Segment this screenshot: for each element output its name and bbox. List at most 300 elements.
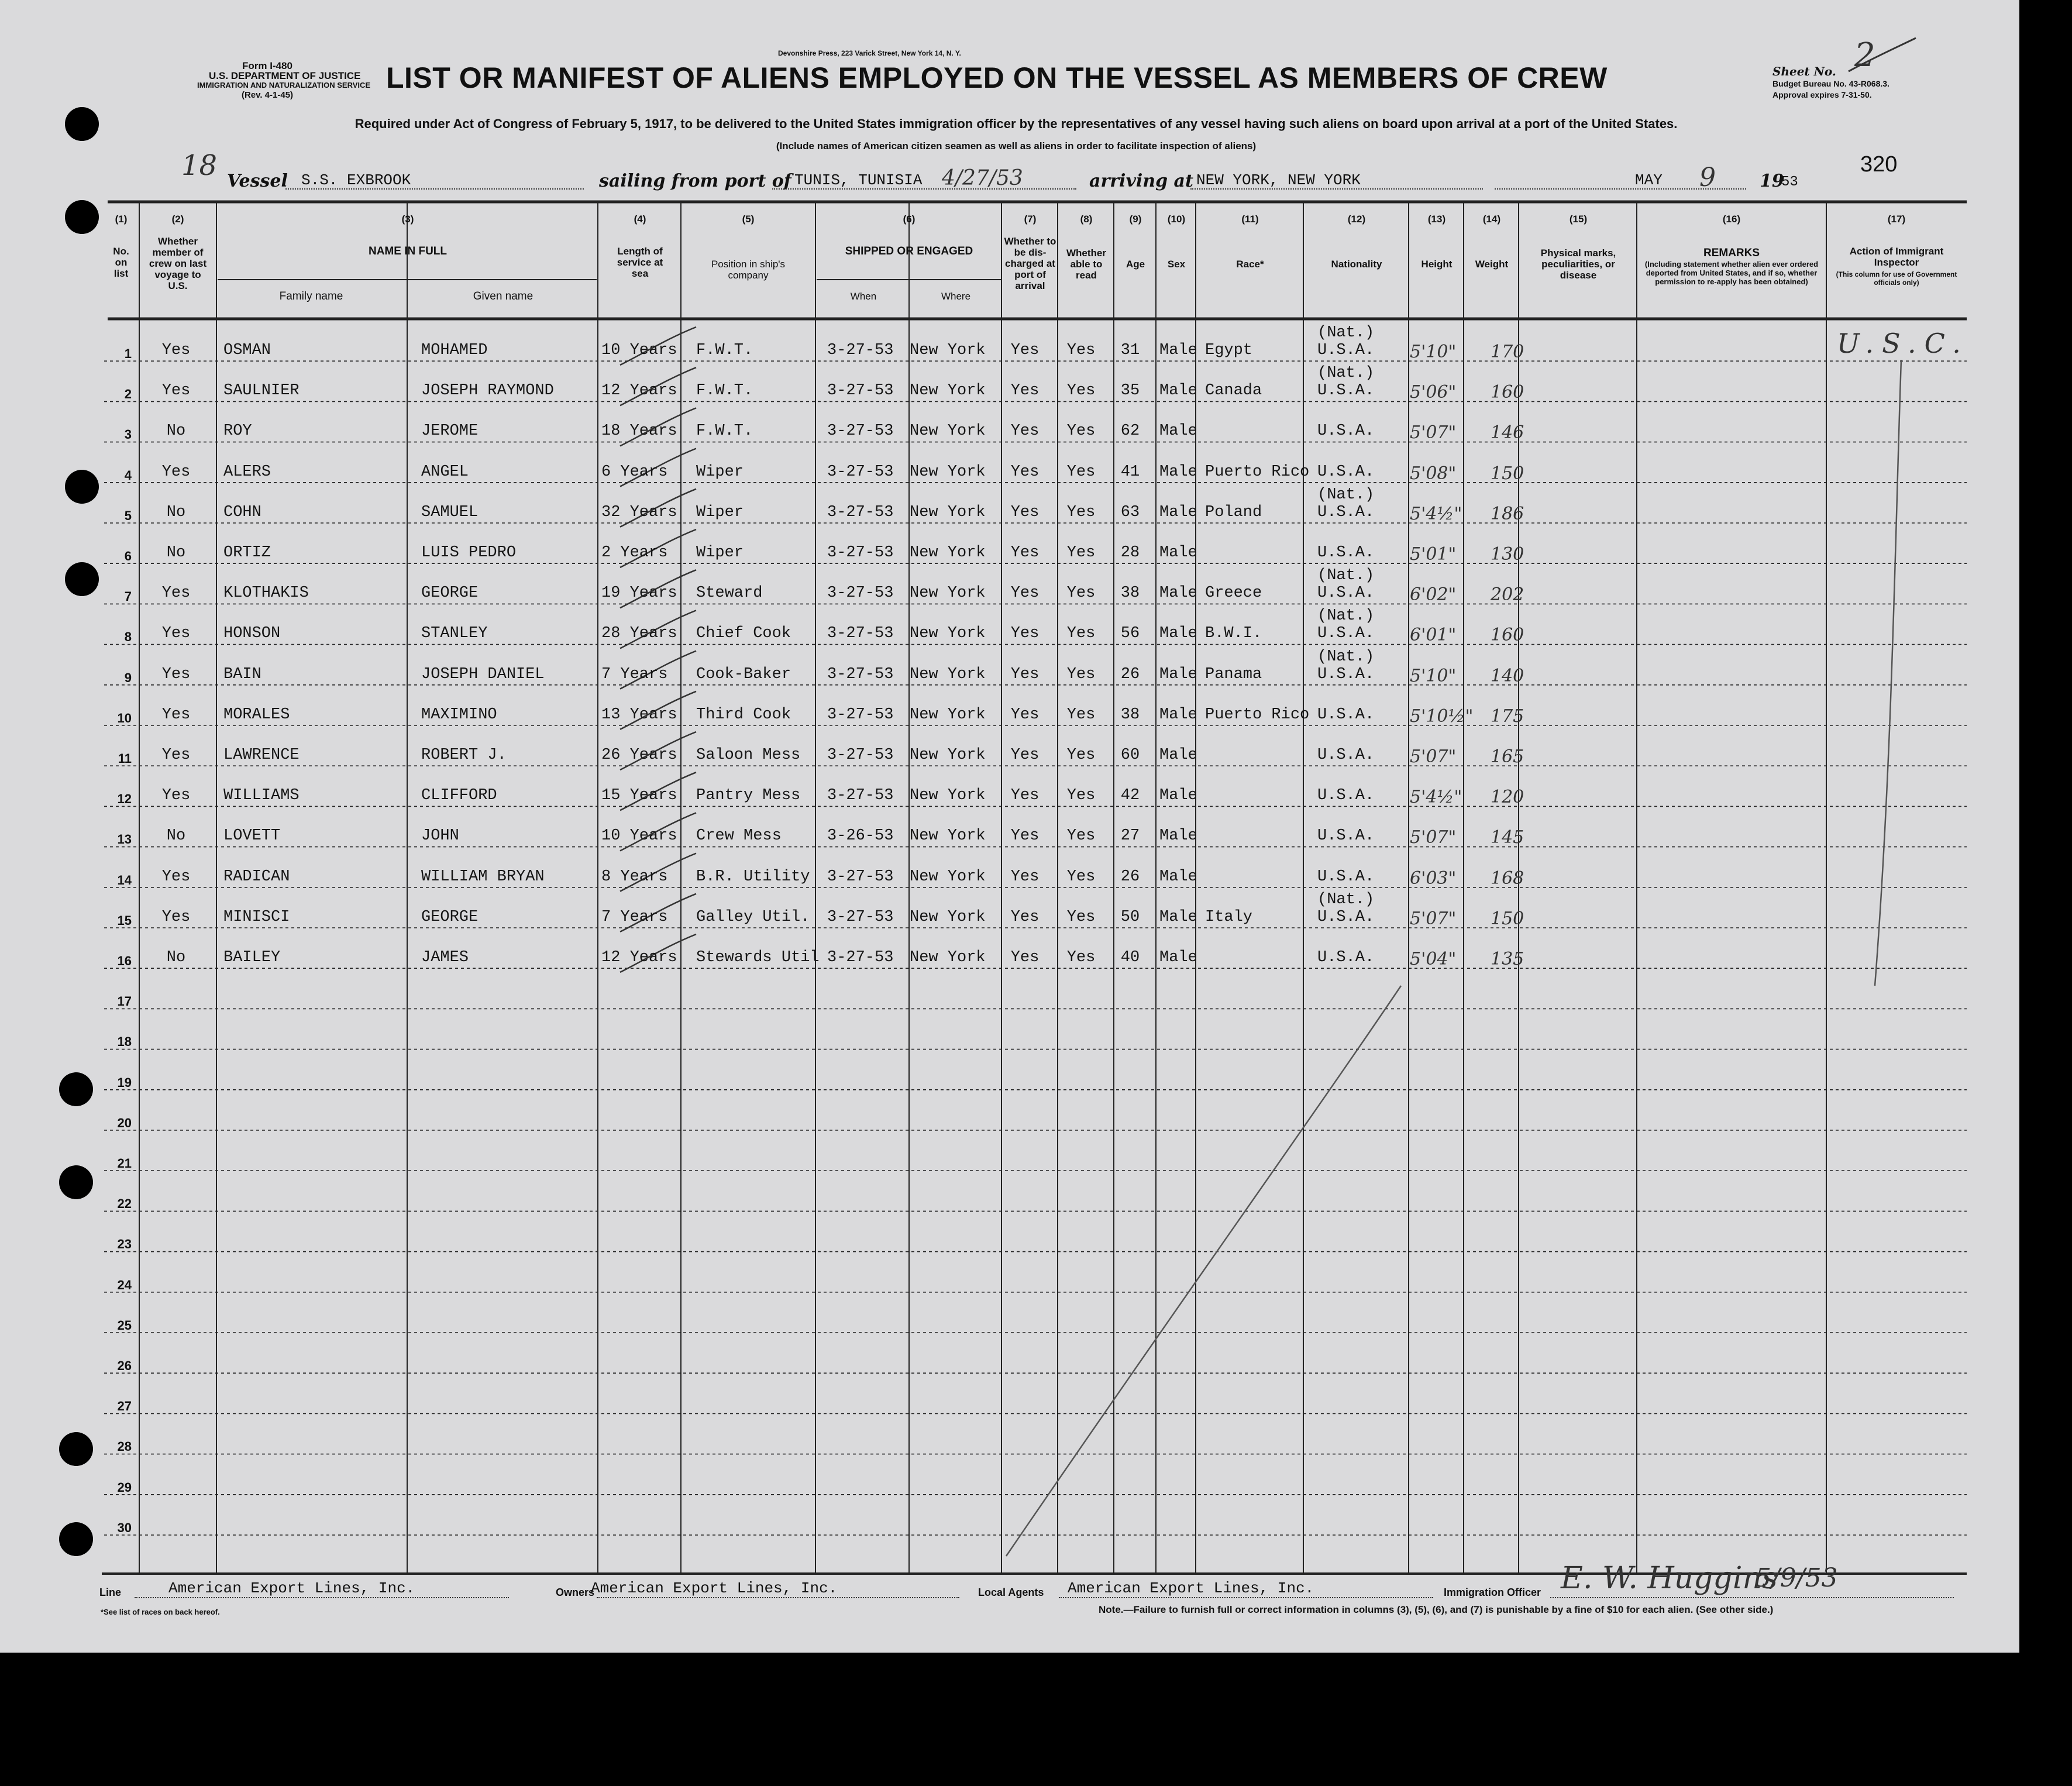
col4-label: Length of service at sea xyxy=(617,246,663,279)
nationality-prefix-cell: (Nat.) xyxy=(1317,324,1375,342)
shipped-where-cell: New York xyxy=(910,746,986,764)
weight-cell: 150 xyxy=(1491,463,1524,484)
service-length-cell: 2 Years xyxy=(601,544,668,562)
weight-cell: 150 xyxy=(1491,908,1524,929)
row-number: 19 xyxy=(117,1075,132,1090)
nationality-prefix-cell: (Nat.) xyxy=(1317,607,1375,625)
shipped-where-cell: New York xyxy=(910,584,986,603)
nationality-cell: U.S.A. xyxy=(1317,544,1375,562)
col7-num: (7) xyxy=(1024,214,1037,225)
col14-num: (14) xyxy=(1482,214,1501,225)
shipped-where-cell: New York xyxy=(910,382,986,400)
shipped-when-cell: 3-27-53 xyxy=(827,382,894,400)
sex-cell: Male xyxy=(1159,625,1197,643)
age-cell: 31 xyxy=(1120,342,1140,359)
col12-label: Nationality xyxy=(1331,259,1382,270)
sailing-date: 4/27/53 xyxy=(942,166,1023,190)
form-revision: (Rev. 4-1-45) xyxy=(241,90,294,100)
vessel-label: Vessel xyxy=(227,171,288,191)
family-name-cell: COHN xyxy=(223,503,261,521)
service-length-cell: 8 Years xyxy=(601,868,668,886)
family-name-cell: MINISCI xyxy=(223,908,290,926)
able-to-read-cell: Yes xyxy=(1066,908,1096,926)
nationality-cell: U.S.A. xyxy=(1317,827,1375,845)
shipped-when-cell: 3-27-53 xyxy=(827,503,894,521)
col14-label: Weight xyxy=(1475,259,1509,270)
service-length-cell: 10 Years xyxy=(601,827,677,845)
position-cell: Pantry Mess xyxy=(696,787,801,805)
arrival-month: MAY xyxy=(1635,171,1663,189)
sex-cell: Male xyxy=(1159,584,1197,603)
position-cell: Wiper xyxy=(696,544,744,562)
family-name-cell: ALERS xyxy=(223,463,271,481)
col9-label: Age xyxy=(1126,259,1145,270)
line-underline xyxy=(135,1597,509,1598)
nationality-cell: U.S.A. xyxy=(1317,422,1375,441)
age-cell: 41 xyxy=(1120,463,1140,481)
discharged-cell: Yes xyxy=(1010,463,1040,481)
service-length-cell: 10 Years xyxy=(601,342,677,359)
crew-member-cell: Yes xyxy=(161,584,191,603)
service-length-cell: 6 Years xyxy=(601,463,668,481)
shipped-where-cell: New York xyxy=(910,625,986,643)
nationality-cell: U.S.A. xyxy=(1317,342,1375,359)
nationality-cell: U.S.A. xyxy=(1317,746,1375,764)
race-cell: Puerto Rico xyxy=(1205,463,1310,481)
sex-cell: Male xyxy=(1159,463,1197,481)
races-note: *See list of races on back hereof. xyxy=(101,1608,220,1616)
shipped-where-cell: New York xyxy=(910,422,986,441)
nationality-cell: U.S.A. xyxy=(1317,868,1375,886)
row-number: 8 xyxy=(124,629,132,645)
col11-label: Race* xyxy=(1236,259,1264,270)
shipped-where-cell: New York xyxy=(910,503,986,521)
weight-cell: 145 xyxy=(1491,827,1524,848)
agents-label: Local Agents xyxy=(978,1587,1044,1598)
row-number: 2 xyxy=(124,387,132,402)
shipped-when-cell: 3-27-53 xyxy=(827,868,894,886)
position-cell: Chief Cook xyxy=(696,625,791,643)
crew-member-cell: Yes xyxy=(161,625,191,643)
weight-cell: 202 xyxy=(1491,584,1524,605)
weight-cell: 140 xyxy=(1491,665,1524,686)
age-cell: 26 xyxy=(1120,665,1140,683)
shipped-when-cell: 3-27-53 xyxy=(827,544,894,562)
row-number: 29 xyxy=(117,1479,132,1495)
family-name-cell: SAULNIER xyxy=(223,382,300,400)
position-cell: Wiper xyxy=(696,503,744,521)
col8-num: (8) xyxy=(1080,214,1093,225)
shipped-when-cell: 3-27-53 xyxy=(827,706,894,724)
race-cell: Greece xyxy=(1205,584,1262,603)
given-name-cell: LUIS PEDRO xyxy=(421,544,517,562)
height-cell: 5'07" xyxy=(1410,908,1457,929)
able-to-read-cell: Yes xyxy=(1066,342,1096,359)
able-to-read-cell: Yes xyxy=(1066,625,1096,643)
able-to-read-cell: Yes xyxy=(1066,949,1096,966)
service-length-cell: 13 Years xyxy=(601,706,677,724)
race-cell: Canada xyxy=(1205,382,1262,400)
discharged-cell: Yes xyxy=(1010,382,1040,400)
row-number: 23 xyxy=(117,1237,132,1252)
position-cell: F.W.T. xyxy=(696,342,753,359)
sex-cell: Male xyxy=(1159,544,1197,562)
age-cell: 38 xyxy=(1120,706,1140,724)
shipped-when-cell: 3-27-53 xyxy=(827,746,894,764)
race-cell: B.W.I. xyxy=(1205,625,1262,643)
weight-cell: 160 xyxy=(1491,382,1524,403)
sex-cell: Male xyxy=(1159,827,1197,845)
weight-cell: 168 xyxy=(1491,868,1524,889)
able-to-read-cell: Yes xyxy=(1066,868,1096,886)
col6-when: When xyxy=(850,291,877,302)
col13-label: Height xyxy=(1421,259,1453,270)
crew-member-cell: Yes xyxy=(161,382,191,400)
row-number: 22 xyxy=(117,1196,132,1212)
discharged-cell: Yes xyxy=(1010,706,1040,724)
col15-label: Physical marks, peculiarities, or disease xyxy=(1540,247,1616,281)
crew-member-cell: Yes xyxy=(161,746,191,764)
row-number: 18 xyxy=(117,1034,132,1049)
discharged-cell: Yes xyxy=(1010,665,1040,683)
shipped-where-cell: New York xyxy=(910,706,986,724)
col13-num: (13) xyxy=(1427,214,1446,225)
position-cell: Wiper xyxy=(696,463,744,481)
row-number: 28 xyxy=(117,1439,132,1454)
col1-label: No. on list xyxy=(113,246,129,279)
col17-sub: (This column for use of Government officials only) xyxy=(1836,270,1957,287)
service-length-cell: 7 Years xyxy=(601,665,668,683)
race-cell: Puerto Rico xyxy=(1205,706,1310,724)
col10-label: Sex xyxy=(1167,259,1186,270)
position-cell: B.R. Utility xyxy=(696,868,810,886)
row-number: 13 xyxy=(117,832,132,847)
agents-value: American Export Lines, Inc. xyxy=(1068,1579,1314,1597)
position-cell: F.W.T. xyxy=(696,422,753,441)
race-cell: Poland xyxy=(1205,503,1262,521)
col1-num: (1) xyxy=(115,214,128,225)
family-name-cell: WILLIAMS xyxy=(223,787,300,805)
col3-family: Family name xyxy=(279,290,343,302)
fine-note: Note.—Failure to furnish full or correct information in columns (3), (5), (6), and (7) is punishable by a fine of $10 for each alien. (See other side.) xyxy=(1099,1604,1774,1615)
weight-cell: 186 xyxy=(1491,503,1524,524)
height-cell: 5'06" xyxy=(1410,382,1457,403)
budget-bureau: Budget Bureau No. 43-R068.3. xyxy=(1772,79,1889,88)
col15-num: (15) xyxy=(1569,214,1588,225)
height-cell: 5'4½" xyxy=(1410,503,1462,524)
nationality-prefix-cell: (Nat.) xyxy=(1317,486,1375,504)
discharged-cell: Yes xyxy=(1010,908,1040,926)
printer-note: Devonshire Press, 223 Varick Street, New York 14, N. Y. xyxy=(778,49,961,57)
discharged-cell: Yes xyxy=(1010,342,1040,359)
discharged-cell: Yes xyxy=(1010,422,1040,441)
col11-num: (11) xyxy=(1241,214,1259,225)
height-cell: 5'10" xyxy=(1410,342,1457,362)
age-cell: 28 xyxy=(1120,544,1140,562)
race-cell: Panama xyxy=(1205,665,1262,683)
sailing-label: sailing from port of xyxy=(599,171,791,191)
row-number: 7 xyxy=(124,589,132,604)
given-name-cell: STANLEY xyxy=(421,625,488,643)
position-cell: Stewards Util xyxy=(696,949,820,966)
nationality-prefix-cell: (Nat.) xyxy=(1317,567,1375,585)
height-cell: 5'07" xyxy=(1410,746,1457,767)
service-length-cell: 12 Years xyxy=(601,382,677,400)
given-name-cell: ROBERT J. xyxy=(421,746,507,764)
shipped-when-cell: 3-26-53 xyxy=(827,827,894,845)
position-cell: Cook-Baker xyxy=(696,665,791,683)
crew-member-cell: No xyxy=(166,422,186,441)
row-number: 24 xyxy=(117,1277,132,1292)
given-name-cell: JOHN xyxy=(421,827,459,845)
able-to-read-cell: Yes xyxy=(1066,746,1096,764)
given-name-cell: JOSEPH DANIEL xyxy=(421,665,545,683)
position-cell: F.W.T. xyxy=(696,382,753,400)
family-name-cell: RADICAN xyxy=(223,868,290,886)
service-length-cell: 12 Years xyxy=(601,949,677,966)
sex-cell: Male xyxy=(1159,382,1197,400)
include-note: (Include names of American citizen seamen as well as aliens in order to facilitate inspection of aliens) xyxy=(776,140,1257,152)
family-name-cell: BAIN xyxy=(223,665,261,683)
discharged-cell: Yes xyxy=(1010,544,1040,562)
form-department: U.S. DEPARTMENT OF JUSTICE xyxy=(209,70,361,81)
shipped-when-cell: 3-27-53 xyxy=(827,908,894,926)
height-cell: 5'4½" xyxy=(1410,787,1462,808)
form-title: LIST OR MANIFEST OF ALIENS EMPLOYED ON THE VESSEL AS MEMBERS OF CREW xyxy=(386,61,1608,94)
height-cell: 6'02" xyxy=(1410,584,1457,605)
sex-cell: Male xyxy=(1159,422,1197,441)
row-number: 4 xyxy=(124,467,132,483)
sex-cell: Male xyxy=(1159,949,1197,966)
nationality-prefix-cell: (Nat.) xyxy=(1317,364,1375,383)
page-number: 320 xyxy=(1860,152,1898,177)
row-number: 11 xyxy=(118,751,132,766)
col7-label: Whether to be dis-charged at port of arrival xyxy=(1004,236,1056,291)
shipped-when-cell: 3-27-53 xyxy=(827,463,894,481)
race-cell: Italy xyxy=(1205,908,1253,926)
crew-member-cell: No xyxy=(166,503,186,521)
service-length-cell: 15 Years xyxy=(601,787,677,805)
col16-label: REMARKS xyxy=(1703,247,1760,259)
arrival-day: 9 xyxy=(1699,163,1716,192)
sex-cell: Male xyxy=(1159,908,1197,926)
form-number: Form I-480 xyxy=(242,60,292,71)
age-cell: 26 xyxy=(1120,868,1140,886)
age-cell: 42 xyxy=(1120,787,1140,805)
able-to-read-cell: Yes xyxy=(1066,544,1096,562)
discharged-cell: Yes xyxy=(1010,746,1040,764)
family-name-cell: MORALES xyxy=(223,706,290,724)
nationality-prefix-cell: (Nat.) xyxy=(1317,648,1375,666)
nationality-cell: U.S.A. xyxy=(1317,584,1375,603)
service-length-cell: 7 Years xyxy=(601,908,668,926)
sex-cell: Male xyxy=(1159,342,1197,359)
col4-num: (4) xyxy=(634,214,646,225)
col10-num: (10) xyxy=(1167,214,1186,225)
arrival-year: 53 xyxy=(1781,174,1798,190)
col3-num: (3) xyxy=(401,214,414,225)
crew-member-cell: Yes xyxy=(161,908,191,926)
age-cell: 27 xyxy=(1120,827,1140,845)
col6-label: SHIPPED OR ENGAGED xyxy=(845,245,973,257)
height-cell: 5'01" xyxy=(1410,544,1457,565)
col8-label: Whether able to read xyxy=(1066,247,1106,281)
shipped-where-cell: New York xyxy=(910,868,986,886)
family-name-cell: BAILEY xyxy=(223,949,281,966)
row-number: 16 xyxy=(117,954,132,968)
officer-signature: E. W. Huggins xyxy=(1561,1561,1778,1596)
row-number: 10 xyxy=(117,710,132,725)
year-prefix: 19 xyxy=(1760,171,1784,191)
height-cell: 5'08" xyxy=(1410,463,1457,484)
given-name-cell: WILLIAM BRYAN xyxy=(421,868,545,886)
crew-member-cell: Yes xyxy=(161,706,191,724)
given-name-cell: JAMES xyxy=(421,949,469,966)
owners-underline xyxy=(597,1597,959,1598)
height-cell: 5'10½" xyxy=(1410,706,1474,727)
shipped-where-cell: New York xyxy=(910,908,986,926)
height-cell: 5'07" xyxy=(1410,827,1457,848)
vessel-hand-mark: 18 xyxy=(181,149,218,182)
col5-label: Position in ship's company xyxy=(711,259,786,281)
sex-cell: Male xyxy=(1159,746,1197,764)
row-number: 12 xyxy=(117,792,132,807)
weight-cell: 135 xyxy=(1491,949,1524,969)
nationality-cell: U.S.A. xyxy=(1317,908,1375,926)
able-to-read-cell: Yes xyxy=(1066,827,1096,845)
family-name-cell: OSMAN xyxy=(223,342,271,359)
row-number: 1 xyxy=(124,346,132,361)
family-name-cell: HONSON xyxy=(223,625,281,643)
vessel-name: S.S. EXBROOK xyxy=(301,171,411,189)
approval-expires: Approval expires 7-31-50. xyxy=(1772,90,1872,99)
position-cell: Saloon Mess xyxy=(696,746,801,764)
shipped-where-cell: New York xyxy=(910,463,986,481)
position-cell: Third Cook xyxy=(696,706,791,724)
given-name-cell: JOSEPH RAYMOND xyxy=(421,382,554,400)
able-to-read-cell: Yes xyxy=(1066,665,1096,683)
shipped-when-cell: 3-27-53 xyxy=(827,342,894,359)
arriving-label: arriving at xyxy=(1089,171,1193,191)
race-cell: Egypt xyxy=(1205,342,1253,359)
discharged-cell: Yes xyxy=(1010,625,1040,643)
given-name-cell: GEORGE xyxy=(421,908,479,926)
row-number: 14 xyxy=(117,872,132,887)
given-name-cell: ANGEL xyxy=(421,463,469,481)
col2-label: Whether member of crew on last voyage to U.S. xyxy=(149,236,207,291)
able-to-read-cell: Yes xyxy=(1066,422,1096,441)
age-cell: 40 xyxy=(1120,949,1140,966)
able-to-read-cell: Yes xyxy=(1066,706,1096,724)
weight-cell: 175 xyxy=(1491,706,1524,727)
col9-num: (9) xyxy=(1129,214,1142,225)
nationality-cell: U.S.A. xyxy=(1317,463,1375,481)
family-name-cell: KLOTHAKIS xyxy=(223,584,309,603)
row-number: 20 xyxy=(117,1115,132,1130)
given-name-cell: CLIFFORD xyxy=(421,787,497,805)
crew-member-cell: Yes xyxy=(161,665,191,683)
row-number: 3 xyxy=(124,427,132,442)
height-cell: 5'07" xyxy=(1410,422,1457,443)
owners-label: Owners xyxy=(556,1587,595,1598)
form-service: IMMIGRATION AND NATURALIZATION SERVICE xyxy=(197,81,371,90)
age-cell: 60 xyxy=(1120,746,1140,764)
shipped-when-cell: 3-27-53 xyxy=(827,584,894,603)
discharged-cell: Yes xyxy=(1010,787,1040,805)
shipped-where-cell: New York xyxy=(910,827,986,845)
col17-label: Action of Immigrant Inspector xyxy=(1849,246,1944,268)
nationality-cell: U.S.A. xyxy=(1317,625,1375,643)
weight-cell: 160 xyxy=(1491,625,1524,646)
sex-cell: Male xyxy=(1159,706,1197,724)
discharged-cell: Yes xyxy=(1010,584,1040,603)
position-cell: Steward xyxy=(696,584,763,603)
nationality-cell: U.S.A. xyxy=(1317,382,1375,400)
height-cell: 6'03" xyxy=(1410,868,1457,889)
able-to-read-cell: Yes xyxy=(1066,382,1096,400)
service-length-cell: 19 Years xyxy=(601,584,677,603)
col12-num: (12) xyxy=(1347,214,1366,225)
shipped-when-cell: 3-27-53 xyxy=(827,949,894,966)
family-name-cell: ROY xyxy=(223,422,252,441)
shipped-where-cell: New York xyxy=(910,787,986,805)
sex-cell: Male xyxy=(1159,503,1197,521)
position-cell: Galley Util. xyxy=(696,908,810,926)
col17-num: (17) xyxy=(1887,214,1906,225)
crew-member-cell: Yes xyxy=(161,868,191,886)
shipped-where-cell: New York xyxy=(910,544,986,562)
port-to: NEW YORK, NEW YORK xyxy=(1196,171,1361,189)
height-cell: 5'10" xyxy=(1410,665,1457,686)
nationality-cell: U.S.A. xyxy=(1317,787,1375,805)
able-to-read-cell: Yes xyxy=(1066,787,1096,805)
service-length-cell: 18 Years xyxy=(601,422,677,441)
weight-cell: 146 xyxy=(1491,422,1524,443)
crew-member-cell: Yes xyxy=(161,342,191,359)
shipped-when-cell: 3-27-53 xyxy=(827,787,894,805)
weight-cell: 120 xyxy=(1491,787,1524,808)
family-name-cell: LAWRENCE xyxy=(223,746,300,764)
crew-member-cell: No xyxy=(166,544,186,562)
row-number: 25 xyxy=(117,1317,132,1333)
service-length-cell: 28 Years xyxy=(601,625,677,643)
port-from: TUNIS, TUNISIA xyxy=(794,171,923,189)
row-number: 6 xyxy=(124,549,132,563)
shipped-where-cell: New York xyxy=(910,665,986,683)
discharged-cell: Yes xyxy=(1010,827,1040,845)
given-name-cell: GEORGE xyxy=(421,584,479,603)
row-number: 26 xyxy=(117,1358,132,1373)
crew-member-cell: No xyxy=(166,827,186,845)
weight-cell: 165 xyxy=(1491,746,1524,767)
sheet-number: 2 xyxy=(1854,36,1875,74)
col6-where: Where xyxy=(941,291,971,302)
line-label: Line xyxy=(99,1587,122,1598)
age-cell: 62 xyxy=(1120,422,1140,441)
discharged-cell: Yes xyxy=(1010,868,1040,886)
nationality-cell: U.S.A. xyxy=(1317,665,1375,683)
height-cell: 5'04" xyxy=(1410,949,1457,969)
col6-num: (6) xyxy=(903,214,915,225)
discharged-cell: Yes xyxy=(1010,949,1040,966)
inspector-mark: U.S.C. xyxy=(1837,328,1969,359)
row-number: 17 xyxy=(117,994,132,1009)
officer-label: Immigration Officer xyxy=(1444,1587,1541,1598)
row-number: 9 xyxy=(124,670,132,685)
able-to-read-cell: Yes xyxy=(1066,503,1096,521)
age-cell: 35 xyxy=(1120,382,1140,400)
shipped-when-cell: 3-27-53 xyxy=(827,422,894,441)
